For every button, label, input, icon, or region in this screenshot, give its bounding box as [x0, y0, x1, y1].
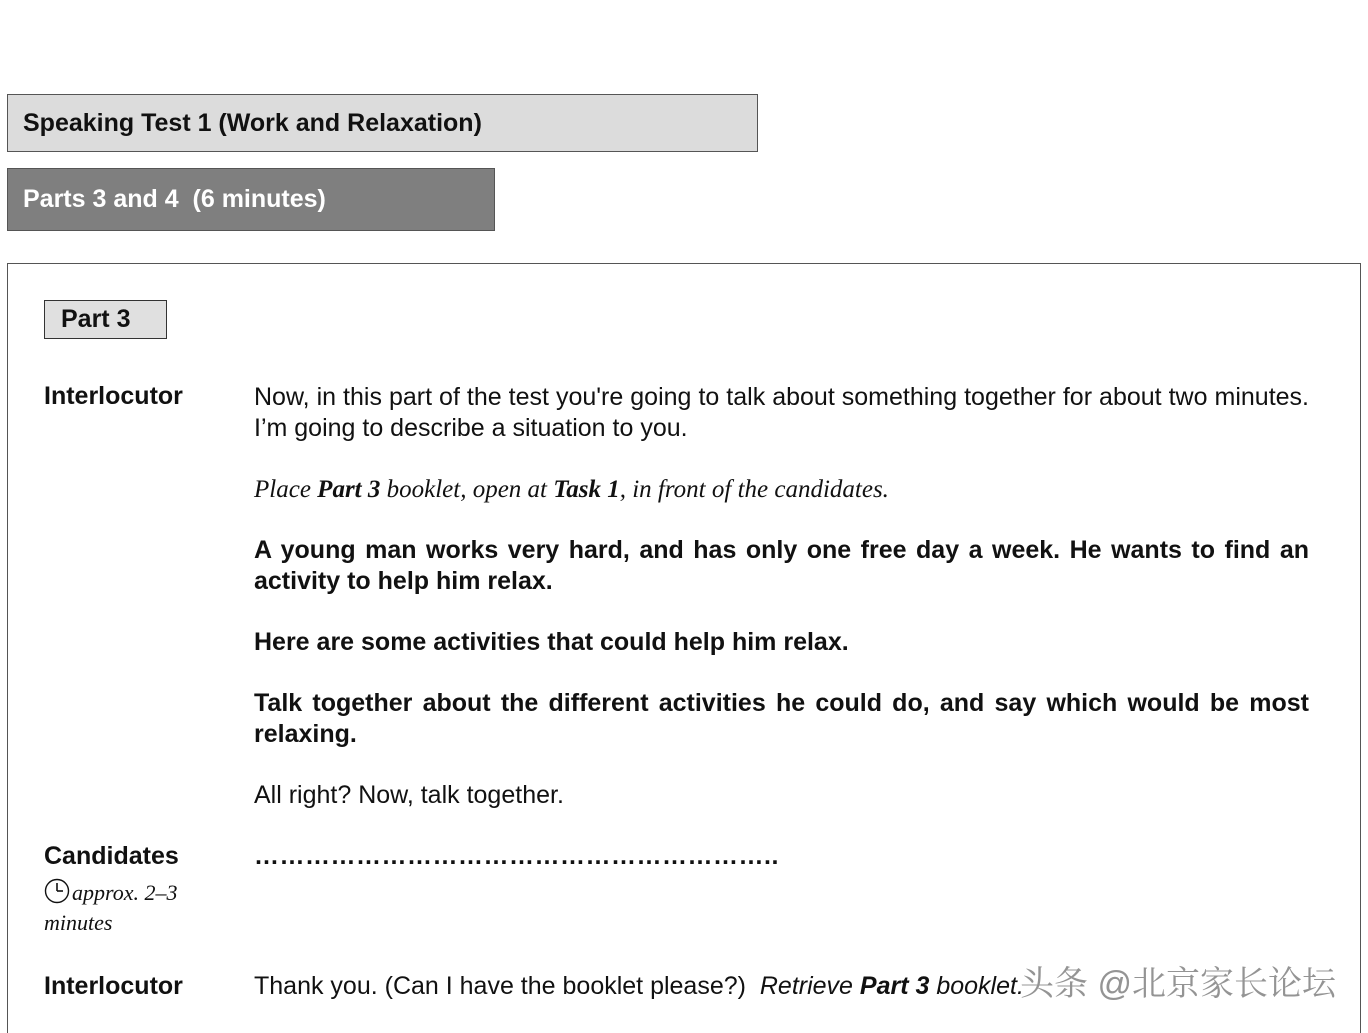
- speaker-candidates: Candidates: [44, 842, 179, 870]
- closing-line: [254, 972, 1024, 1001]
- response-dots: ……………………………………………………..: [254, 842, 779, 870]
- part-label-text: Part 3: [61, 305, 131, 333]
- test-title-text: Speaking Test 1 (Work and Relaxation): [23, 108, 482, 137]
- situation-paragraph: A young man works very hard, and has only one free day a week. He wants to find an activity to help him relax.: [254, 536, 1309, 595]
- instruction-paragraph: [254, 474, 1309, 505]
- retrieve-post: booklet.: [929, 972, 1024, 1000]
- parts-heading-text: Parts 3 and 4 (6 minutes): [23, 185, 326, 213]
- instruction-task: Task 1: [553, 476, 620, 503]
- thanks-text: Thank you. (Can I have the booklet please?): [254, 972, 760, 1000]
- part-label: [44, 300, 167, 339]
- watermark: 头条 @北京家长论坛: [1020, 965, 1336, 1003]
- start-paragraph: All right? Now, talk together.: [254, 781, 564, 809]
- instruction-pre: Place: [254, 476, 318, 503]
- timing-note: [44, 878, 214, 938]
- speaker-interlocutor: Interlocutor: [44, 382, 183, 410]
- task-paragraph: Talk together about the different activities he could do, and say which would be most relaxing.: [254, 689, 1309, 748]
- instruction-post: , in front of the candidates.: [619, 476, 889, 503]
- activities-paragraph: Here are some activities that could help him relax.: [254, 628, 849, 656]
- speaker-interlocutor-2: Interlocutor: [44, 972, 183, 1000]
- test-title: [7, 94, 758, 152]
- instruction-mid: booklet, open at: [380, 476, 554, 503]
- retrieve-pre: Retrieve: [759, 972, 860, 1000]
- intro-paragraph: Now, in this part of the test you're going to talk about something together for about two minutes. I’m going to describe a situation to you.: [254, 383, 1309, 442]
- retrieve-part: Part 3: [859, 972, 930, 1000]
- parts-heading: [7, 168, 495, 231]
- instruction-part: Part 3: [317, 476, 381, 503]
- clock-icon: [44, 878, 70, 904]
- timing-text: approx. 2–3 minutes: [44, 880, 178, 935]
